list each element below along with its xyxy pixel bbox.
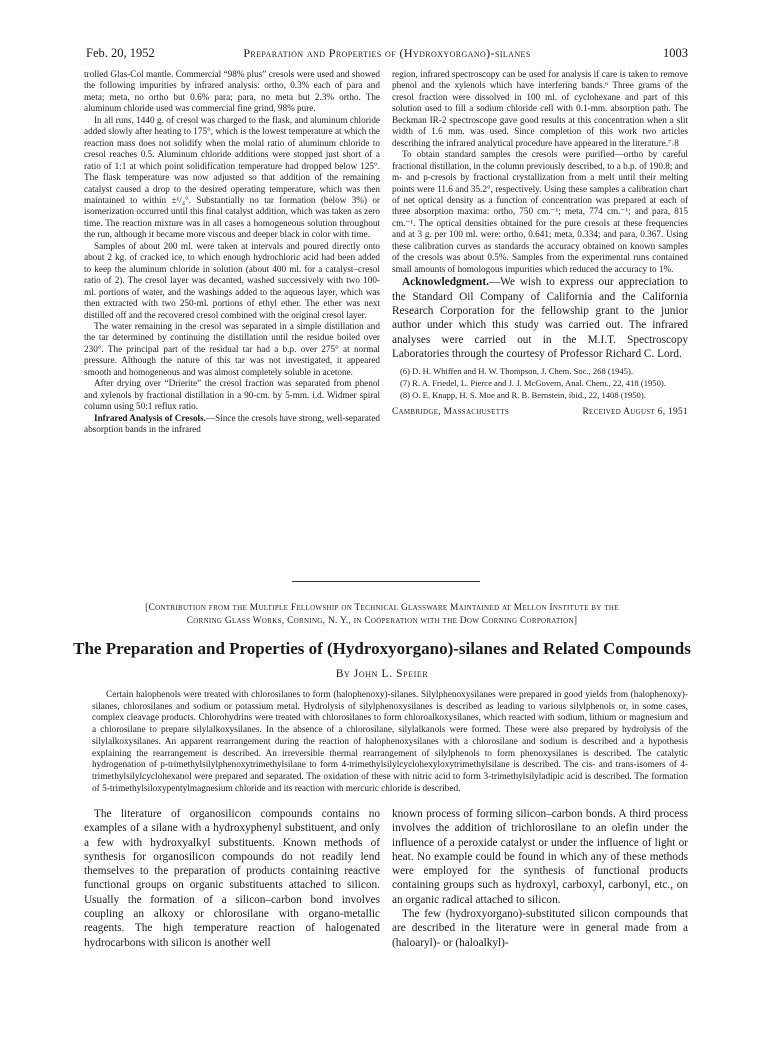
paragraph: The literature of organosilicon compounds contains no examples of a silane with a hydroxyphenyl substituent, and only a few with hydroxyalkyl substituents. Known methods of synthesis for organosilicon compounds do not readily lend themselves to the preparation of products containing reactive functional groups on organic substituents attached to silicon. Usually the formation of a silicon–carbon bond involves coupling an alkoxy or chlorosilane with organo-metallic reagents. The high temperature reaction of halogenated hydrocarbons with silicon is another well bbox=[84, 808, 380, 949]
signature-line bbox=[392, 407, 688, 421]
paragraph: trolled Glas-Col mantle. Commercial “98% plus” cresols were used and showed the following impurities by infrared analysis: ortho, 0.3% each of para and meta; meta, no ortho but 0.6% para; para, no meta but 2.3% ortho. The aluminum chloride used was commercial fine grind, 98% pure. bbox=[84, 69, 380, 114]
contribution-line: Corning Glass Works, Corning, N. Y., in Coöperation with the Dow Corning Corporation] bbox=[186, 615, 578, 626]
abstract bbox=[92, 690, 688, 795]
article-title: The Preparation and Properties of (Hydroxyorgano)-silanes and Related Compounds bbox=[73, 639, 691, 658]
page-number: 1003 bbox=[663, 46, 688, 60]
acknowledgment-heading: Acknowledgment. bbox=[402, 276, 489, 289]
abstract-text: Certain halophenols were treated with chlorosilanes to form (halophenoxy)-silanes. Silylphenoxysilanes were prepared in good yields from (halophenoxy)-silanes, chlorosilanes and sodium or potassium metal. Hydrolysis of silylphenoxysilanes is described as leading to various silylphenols or, in some cases, complex cleavage products. Chlorohydrins were treated with chlorosilanes to form chloroalkoxysilanes, which reacted with sodium, lithium or magnesium and a chlorosilane to prepare silylalkoxysilanes. In the absence of a chlorosilane, silylalkanols were formed. These were also prepared by hydrolysis of the silylalkoxysilanes. An apparent rearrangement during the reaction of halophenoxysilanes with a chlorosilane and sodium is described and a hypothesis explaining the rearrangement is described. An irreversible thermal rearrangement of silylphenols to form phenoxysilanes is described. The catalytic hydrogenation of p-trimethylsilylphenoxytrimethylsilane to form 4-trimethylsilylcyclohexyloxytrimethylsilane is described. The cis- and trans-isomers of 4-trimethylsilylcyclohexanol were prepared and separated. The oxidation of these with nitric acid to form 3-trimethylsilyladipic acid is described. The formation of 5-trimethylsiloxypentylmagnesium chloride and its reaction with mercuric chloride is described. bbox=[92, 690, 688, 794]
reference-item: (6) D. H. Whiffen and H. W. Thompson, J. Chem. Soc., 268 (1945). bbox=[400, 365, 633, 376]
contribution-line: [Contribution from the Multiple Fellowship on Technical Glassware Maintained at Mellon Institute by the bbox=[145, 603, 619, 613]
place: Cambridge, Massachusetts bbox=[392, 407, 510, 418]
reference-item: (8) O. E. Knapp, H. S. Moe and R. B. Bernstein, ibid., 22, 1408 (1950). bbox=[400, 390, 646, 401]
paragraph: The few (hydroxyorgano)-substituted silicon compounds that are described in the literature were in general made from a (haloaryl)- or (haloalkyl)- bbox=[392, 908, 688, 949]
paragraph: Samples of about 200 ml. were taken at intervals and poured directly onto about 2 kg. of cracked ice, to which enough hydrochloric acid had been added to keep the aluminum chloride in solution (about 400 ml. for a catalyst–cresol ratio of 2). The cresol layer was decanted, washed successively with two 100-ml. portions of water, and the washings added to the aqueous layer, which was then extracted with two 250-ml. portions of ethyl ether. The ether was next distilled off and the recovered cresol combined with the original cresol layer. bbox=[84, 240, 380, 320]
references bbox=[392, 366, 688, 402]
top-right-column bbox=[392, 69, 688, 421]
reference-item: (7) R. A. Friedel, L. Pierce and J. J. McGovern, Anal. Chem., 22, 418 (1950). bbox=[400, 377, 666, 388]
author-byline: By John L. Speier bbox=[335, 668, 429, 680]
running-title: Preparation and Properties of (Hydroxyorgano)-silanes bbox=[243, 46, 531, 60]
paragraph: After drying over “Drierite” the cresol fraction was separated from phenol and xylenols by fractional distillation in a 90-cm. by 5-mm. i.d. Widmer spiral column using 50:1 reflux ratio. bbox=[84, 378, 380, 412]
body-left-column bbox=[84, 807, 380, 950]
paragraph: In all runs, 1440 g. of cresol was charged to the flask, and aluminum chloride added slowly after heating to 175°, which is the lowest temperature at which the reaction mass does not solidify when the molal ratio of aluminum chloride to cresol reaches 0.5. Aluminum chloride additions were stopped just short of a ratio of 1:1 at which point solidification temperature had dropped below 125°. The flask temperature was now adjusted so that addition of the remaining catalyst caused a drop to the desired operating temperature, which was then maintained to within ±¹/₄°. Substantially no tar formation (below 3%) or isomerization occurred until this final catalyst addition, which was taken as zero time. The reaction mixture was in all cases a homogeneous solution throughout the run, although it became more viscous and deeper black in color with time. bbox=[84, 114, 380, 240]
paragraph: region, infrared spectroscopy can be used for analysis if care is taken to remove phenol and the xylenols which have interfering bands.⁶ Three grams of the cresol fraction were dissolved in 100 ml. of cyclohexane and part of this solution used to fill a sodium chloride cell with 0.1-mm. absorption path. The Beckman IR-2 spectroscope gave good results at this concentration when a slit width of 1.6 mm. was used. Since completion of this work two articles describing the infrared analytical procedure have appeared in the literature.⁷˒8 bbox=[392, 69, 688, 148]
section-text: —Since the cresols have strong, well-separated absorption bands in the infrared bbox=[84, 412, 380, 435]
section-heading: Infrared Analysis of Cresols. bbox=[94, 412, 206, 423]
acknowledgment-text: —We wish to express our appreciation to the Standard Oil Company of California and the California Research Corporation for the fellowship grant to the junior author under which this study was carried out. The infrared analyses were carried out in the M.I.T. Spectroscopy Laboratories through the courtesy of Professor Richard C. Lord. bbox=[392, 276, 688, 361]
acknowledgment bbox=[392, 275, 688, 361]
paragraph: The water remaining in the cresol was separated in a simple distillation and the tar determined by continuing the distillation until the residue boiled over 230°. The principal part of the residual tar had a b.p. over 275° at normal pressure. Although the nature of this tar was not investigated, it appeared smooth and homogeneous and was almost completely soluble in acetone. bbox=[84, 320, 380, 377]
received-date: Received August 6, 1951 bbox=[582, 407, 688, 418]
running-head bbox=[86, 44, 688, 62]
paragraph-infrared-analysis bbox=[84, 413, 380, 436]
body-right-column bbox=[392, 807, 688, 950]
paragraph: known process of forming silicon–carbon bonds. A third process involves the addition of trichlorosilane to an olefin under the influence of a peroxide catalyst or under the influence of light or heat. No example could be found in which any of these methods were employed for the synthesis of functional products containing groups such as hydroxyl, carboxyl, carbonyl, etc., on an organic radical attached to silicon. bbox=[392, 808, 688, 906]
top-left-column bbox=[84, 69, 380, 436]
contribution-note bbox=[70, 602, 694, 627]
section-divider bbox=[292, 581, 480, 582]
issue-date: Feb. 20, 1952 bbox=[86, 46, 155, 60]
paragraph: To obtain standard samples the cresols were purified—ortho by careful fractional distillation, in the column previously described, to a b.p. of 190.8; and m- and p-cresols by fractional crystallization from a melt until their melting points were 11.6 and 35.2°, respectively. Using these samples a calibration chart of net optical density as a function of concentration was prepared at each of three absorption maxima: ortho, 750 cm.⁻¹; meta, 774 cm.⁻¹; and para, 815 cm.⁻¹. The optical densities obtained for the pure cresols at these frequencies and at 3 g. per 100 ml. were: ortho, 0.641; meta, 0.334; and para, 0.367. Using these calibration curves as standards the accuracy obtained on known samples of the cresols was about 0.5%. Samples from the experimental runs contained small amounts of homologous impurities which reduced the accuracy to 1%. bbox=[392, 149, 688, 274]
